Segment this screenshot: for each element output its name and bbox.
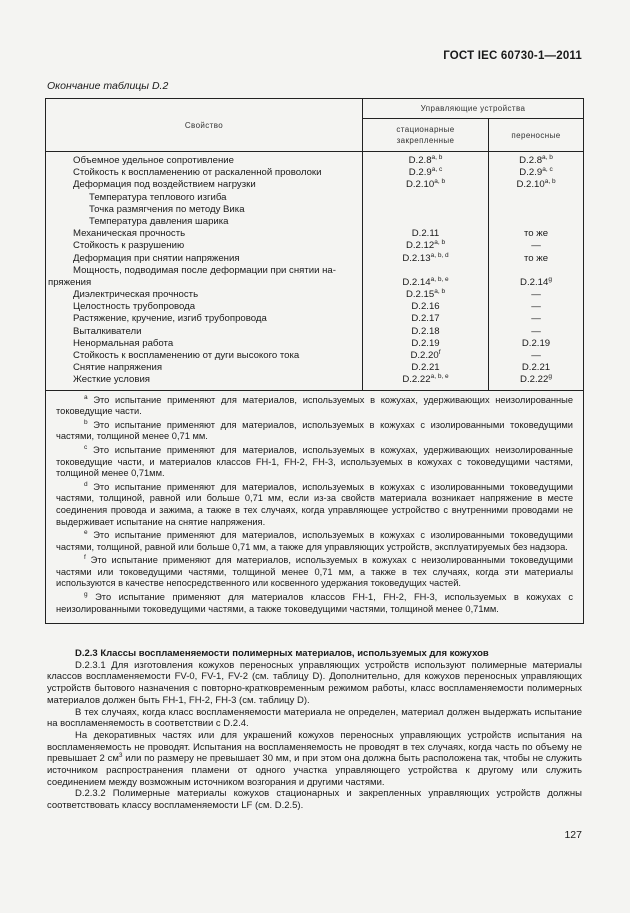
fixed-value xyxy=(363,326,488,338)
portable-value xyxy=(489,179,583,191)
portable-value-footnote-ref: a, c xyxy=(542,166,553,174)
footnote-mark: f xyxy=(84,554,86,562)
fixed-value-text: D.2.18 xyxy=(411,325,440,337)
fixed-value-text: D.2.14 xyxy=(402,276,431,288)
portable-value xyxy=(489,338,583,350)
section-d-2-3 xyxy=(47,648,582,812)
portable-value-footnote-ref: g xyxy=(548,373,552,381)
property-label: Температура давления шарика xyxy=(89,215,229,227)
portable-value-text: — xyxy=(531,289,541,301)
portable-value xyxy=(489,204,583,216)
property-label: Ненормальная работа xyxy=(73,337,174,349)
fixed-value-footnote-ref: a, b xyxy=(434,288,446,296)
fixed-value-footnote-ref: a, b, d xyxy=(430,251,449,259)
paragraph: В тех случаях, когда класс воспламеняемости материала не определен, материал должен выдержать испытание на воспламеняемость в соответствии с D.2.4. xyxy=(47,706,582,730)
fixed-value xyxy=(363,155,488,167)
portable-value-text: — xyxy=(531,350,541,361)
fixed-value xyxy=(363,301,488,313)
portable-value xyxy=(489,326,583,338)
fixed-value-text: D.2.17 xyxy=(411,313,440,325)
fixed-values-column xyxy=(363,152,489,391)
footnote-mark: b xyxy=(84,418,88,426)
page-number: 127 xyxy=(564,829,582,841)
column-header-property: Свойство xyxy=(46,99,363,152)
fixed-value-text: D.2.9 xyxy=(408,167,432,179)
footnote-text: Это испытание применяют для материалов, используемых в кожухах с изолированными токоведущими частями, толщиной менее 0,71 мм. xyxy=(56,419,574,442)
fixed-value xyxy=(363,313,488,325)
fixed-value-text: D.2.12 xyxy=(405,240,435,252)
fixed-value-text: D.2.15 xyxy=(405,289,435,301)
property-column xyxy=(46,152,363,391)
footnote xyxy=(56,592,573,615)
footnote xyxy=(56,420,573,443)
fixed-value xyxy=(363,167,488,179)
fixed-value-text: D.2.16 xyxy=(411,301,440,313)
paragraph: D.2.3.1 Для изготовления кожухов переносных управляющих устройств используют полимерные материалы классов воспламеняемости FV-0, FV-1, FV-2 (см. таблицу D). Дополнительно, для кожухов переносных управляющих устройств бытового назначения с повторно-кратковременным режимом работы, класс воспламеняемости полимерных материалов должен быть FH-1, FH-2, FH-3 (см. таблицу D). xyxy=(47,659,582,706)
paragraph-text: или по размеру не превышает 30 мм, и при этом она должна быть расположена так, чтобы не служить источником распространения пламени от одного участка управляющего устройства к другому или служить соединением между возможным источником возгорания и другими частями. xyxy=(47,753,582,788)
footnote-text: Это испытание применяют для материалов, используемых в кожухах с неизолированными токоведущими частями или токоведущими частями, толщиной менее 0,71 мм, а также в тех случаях, когда эти материалы используются в качестве непосредственного или косвенного удержания токоведущих частей. xyxy=(56,555,574,589)
portable-values-column xyxy=(489,152,584,391)
portable-value-text: D.2.8 xyxy=(519,155,543,166)
fixed-value xyxy=(363,216,488,228)
fixed-value xyxy=(363,179,488,191)
fixed-value-footnote-ref: a, b, e xyxy=(430,373,449,381)
footnote xyxy=(56,555,573,590)
footnote-mark: g xyxy=(84,591,88,599)
section-heading: D.2.3 Классы воспламеняемости полимерных материалов, используемых для кожухов xyxy=(75,648,489,659)
property-label: Целостность трубопровода xyxy=(73,301,196,313)
properties-table xyxy=(45,98,584,624)
fixed-value-text: D.2.8 xyxy=(408,155,432,166)
fixed-value-text: D.2.22 xyxy=(402,374,431,386)
portable-value xyxy=(489,289,583,301)
footnote-mark: c xyxy=(84,443,88,451)
paragraph: D.2.3.2 Полимерные материалы кожухов стационарных и закрепленных управляющих устройств должны соответствовать классу воспламеняемости LF (см. D.2.5). xyxy=(47,788,582,812)
fixed-value-footnote-ref: a, b xyxy=(434,178,446,186)
column-header-fixed-line1: стационарные xyxy=(396,125,455,135)
fixed-value-footnote-ref: a, b xyxy=(434,239,446,247)
property-label: Точка размягчения по методу Вика xyxy=(89,203,245,215)
fixed-value xyxy=(363,277,488,289)
portable-value xyxy=(489,155,583,167)
portable-value xyxy=(489,216,583,228)
fixed-value xyxy=(363,192,488,204)
fixed-value-footnote-ref: a, b, e xyxy=(430,275,449,283)
footnote-text: Это испытание применяют для материалов, используемых в кожухах с изолированными токоведущими частями, толщиной, равной или больше 0,71 мм, если из-за свойств материала возникает напряжение в месте соединения провода и зажима, а также в тех случаях, когда управляющее устройство с внутренними проводами не выдерживает испытание на снятие напряжения. xyxy=(56,481,574,527)
fixed-value-text: D.2.19 xyxy=(411,337,440,349)
footnote-text: Это испытание применяют для материалов, используемых в кожухах, удерживающих неизолированные токоведущие части, и материалов классов FH-1, FH-2, FH-3, используемых в кожухах с токоведущими частями, толщиной менее 0,71мм. xyxy=(56,444,574,479)
portable-value-text: D.2.9 xyxy=(519,167,543,179)
portable-value-text: D.2.21 xyxy=(521,362,551,374)
fixed-value-footnote-ref: f xyxy=(438,349,441,356)
fixed-value-text: D.2.20 xyxy=(410,350,439,361)
portable-value-footnote-ref: g xyxy=(548,275,552,283)
fixed-value xyxy=(363,338,488,350)
paragraph-decorative-parts xyxy=(47,730,582,789)
property-label: Выталкиватели xyxy=(73,325,142,337)
fixed-value xyxy=(363,362,488,374)
paragraph-text: На декоративных частях или для украшений кожухов переносных управляющих устройств испытания на воспламеняемость не проводят. Испытания на воспламеняемость не проводят в тех случаях, когда часть по объему не превышает 2 см xyxy=(47,729,582,765)
portable-value-text: — xyxy=(531,240,541,252)
portable-value xyxy=(489,265,583,277)
footnote xyxy=(56,445,573,480)
column-header-portable: переносные xyxy=(489,119,584,152)
fixed-value xyxy=(363,350,488,362)
fixed-value-text: D.2.21 xyxy=(411,362,440,374)
fixed-value xyxy=(363,289,488,301)
portable-value-text: D.2.14 xyxy=(520,276,549,288)
column-header-group: Управляющие устройства xyxy=(363,99,584,119)
column-header-fixed xyxy=(363,119,489,152)
footnote-text: Это испытание применяют для материалов классов FH-1, FH-2, FH-3, используемых в кожухах с неизолированными токоведущими частями, а также токоведущими частями, толщиной менее 0,71мм. xyxy=(56,592,573,614)
property-label: Диэлектрическая прочность xyxy=(73,289,199,301)
property-label: Стойкость к воспламенению от раскаленной проволоки xyxy=(73,167,322,179)
table-caption: Окончание таблицы D.2 xyxy=(47,80,169,92)
fixed-value-footnote-ref: a, b xyxy=(431,154,443,161)
footnote xyxy=(56,395,573,418)
property-label: Стойкость к воспламенению от дуги высокого тока xyxy=(73,350,300,361)
fixed-value-text: D.2.13 xyxy=(402,252,431,264)
portable-value xyxy=(489,362,583,374)
table-footnotes xyxy=(46,390,584,624)
footnote-mark: a xyxy=(84,393,88,401)
fixed-value xyxy=(363,204,488,216)
fixed-value xyxy=(363,253,488,265)
fixed-value-text: D.2.10 xyxy=(405,179,435,191)
fixed-value-text: D.2.11 xyxy=(411,228,440,240)
fixed-value xyxy=(363,265,488,277)
portable-value xyxy=(489,228,583,240)
footnote-mark: e xyxy=(84,529,88,537)
property-label: Температура теплового изгиба xyxy=(89,191,227,203)
portable-value xyxy=(489,350,583,362)
property-label: Деформация при снятии напряжения xyxy=(73,252,240,264)
portable-value xyxy=(489,313,583,325)
footnote-text: Это испытание применяют для материалов, используемых в кожухах, удерживающих неизолированные токоведущие части. xyxy=(56,394,573,417)
footnote-mark: d xyxy=(84,480,88,488)
portable-value-text: D.2.10 xyxy=(516,179,545,191)
property-label: Стойкость к разрушению xyxy=(73,240,185,252)
portable-value-text: — xyxy=(531,325,541,337)
footnote-text: Это испытание применяют для материалов, используемых в кожухах с изолированными токоведущими частями, толщиной, равной или больше 0,71 мм, а также для управляющих устройств, эксплуатируемых без надзора. xyxy=(56,530,574,552)
property-label: Жесткие условия xyxy=(73,374,151,386)
document-standard-header: ГОСТ IEC 60730-1—2011 xyxy=(443,50,582,62)
fixed-value xyxy=(363,228,488,240)
portable-value-text: D.2.19 xyxy=(521,337,551,349)
portable-value-footnote-ref: a, b xyxy=(544,178,556,186)
superscript-unit: 3 xyxy=(118,752,123,760)
property-label: пряжения xyxy=(48,276,92,288)
portable-value-text: D.2.22 xyxy=(520,374,549,386)
portable-value-footnote-ref: a, b xyxy=(542,154,553,161)
property-label: Объемное удельное сопротивление xyxy=(73,155,234,166)
portable-value xyxy=(489,192,583,204)
portable-value xyxy=(489,301,583,313)
footnote xyxy=(56,482,573,528)
property-label: Растяжение, кручение, изгиб трубопровода xyxy=(73,313,267,325)
portable-value xyxy=(489,277,583,289)
portable-value xyxy=(489,374,583,386)
fixed-value xyxy=(363,374,488,386)
property-label: Деформация под воздействием нагрузки xyxy=(73,179,256,191)
property-label: Механическая прочность xyxy=(73,228,186,240)
portable-value-text: то же xyxy=(523,228,549,240)
portable-value-text: то же xyxy=(523,252,549,264)
fixed-value-footnote-ref: a, c xyxy=(431,166,443,174)
portable-value-text: — xyxy=(531,313,541,325)
property-label: Мощность, подводимая после деформации при снятии на- xyxy=(73,264,336,276)
portable-value xyxy=(489,167,583,179)
portable-value xyxy=(489,253,583,265)
portable-value-text: — xyxy=(531,301,541,313)
portable-value xyxy=(489,240,583,252)
fixed-value xyxy=(363,240,488,252)
property-label: Снятие напряжения xyxy=(73,362,163,374)
column-header-fixed-line2: закрепленные xyxy=(396,136,455,146)
footnote xyxy=(56,530,573,553)
